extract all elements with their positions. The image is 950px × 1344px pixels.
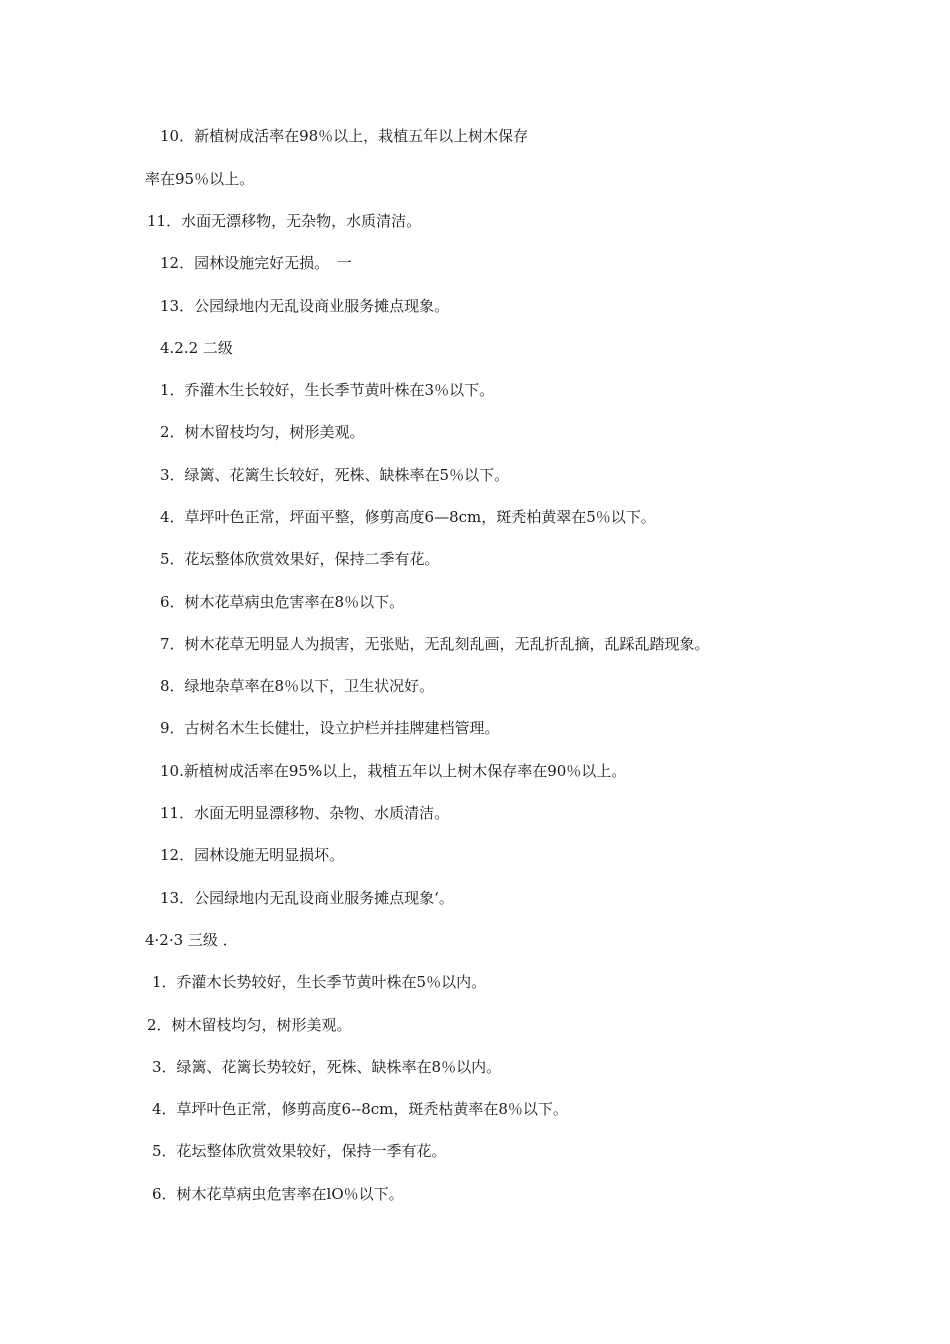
section-heading: 4.2.2 二级 (160, 339, 233, 357)
text-line: 9．古树名木生长健壮，设立护栏并挂牌建档管理。 (160, 719, 500, 737)
text-line: 1．乔灌木长势较好，生长季节黄叶株在5％以内。 (152, 973, 487, 991)
section-heading: 4·2·3 三级 ． (145, 931, 238, 949)
text-line: 5．花坛整体欣赏效果较好，保持一季有花。 (152, 1142, 447, 1160)
text-line: 3．绿篱、花篱生长较好，死株、缺株率在5％以下。 (160, 466, 510, 484)
text-line: 2．树木留枝均匀，树形美观。 (147, 1016, 352, 1034)
text-line: 8．绿地杂草率在8％以下，卫生状况好。 (160, 677, 435, 695)
text-line: 6．树木花草病虫危害率在8％以下。 (160, 593, 405, 611)
text-line: 7．树木花草无明显人为损害，无张贴，无乱刻乱画，无乱折乱摘，乱踩乱踏现象。 (160, 635, 710, 653)
text-line: 1．乔灌木生长较好，生长季节黄叶株在3％以下。 (160, 381, 495, 399)
text-line: 3．绿篱、花篱长势较好，死株、缺株率在8％以内。 (152, 1058, 502, 1076)
text-line: 5．花坛整体欣赏效果好，保持二季有花。 (160, 550, 440, 568)
text-line: 率在95％以上。 (145, 170, 255, 188)
text-line: 11．水面无漂移物，无杂物，水质清洁。 (147, 212, 422, 230)
text-line: 12．园林设施完好无损。 一 (160, 254, 352, 272)
text-line: 13．公园绿地内无乱设商业服务摊点现象‘。 (160, 889, 454, 907)
text-line: 6．树木花草病虫危害率在lO％以下。 (152, 1185, 404, 1203)
text-line: 2．树木留枝均匀，树形美观。 (160, 423, 365, 441)
text-line: 13．公园绿地内无乱设商业服务摊点现象。 (160, 297, 450, 315)
text-line: 4．草坪叶色正常，修剪高度6--8cm，斑秃枯黄率在8％以下。 (152, 1100, 568, 1118)
text-line: 10.新植树成活率在95%以上，栽植五年以上树木保存率在90％以上。 (160, 762, 627, 780)
text-line: 12．园林设施无明显损坏。 (160, 846, 345, 864)
text-line: 10．新植树成活率在98％以上，栽植五年以上树木保存 (160, 127, 529, 145)
text-line: 11．水面无明显漂移物、杂物、水质清洁。 (160, 804, 450, 822)
text-line: 4．草坪叶色正常，坪面平整，修剪高度6—8cm，斑秃柏黄翠在5％以下。 (160, 508, 656, 526)
